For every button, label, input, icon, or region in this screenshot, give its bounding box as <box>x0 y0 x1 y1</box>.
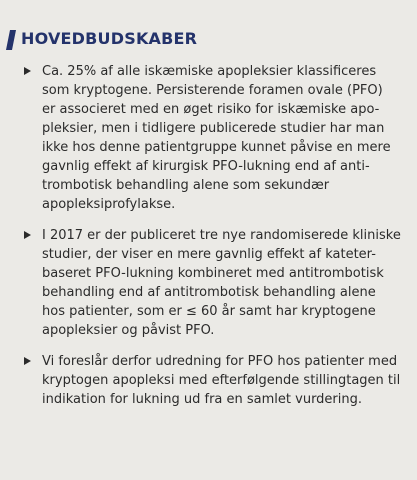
text-line: kryptogen apopleksi med efterfølgende stillingtagen til <box>42 373 401 388</box>
text-line: Ca. 25% af alle iskæmiske apopleksier klassificeres <box>42 64 377 79</box>
text-line: I 2017 er der publiceret tre nye randomiserede kliniske <box>42 228 401 243</box>
text-line: studier, der viser en mere gavnlig effekt af kateter- <box>42 247 376 262</box>
box-title: HOVEDBUDSKABER <box>21 29 198 48</box>
key-messages-list <box>24 62 401 421</box>
text-line: behandling end af antitrombotisk behandling alene <box>42 285 376 300</box>
text-line: hos patienter, som er ≤ 60 år samt har kryptogene <box>42 304 376 319</box>
title-accent-mark <box>6 30 16 50</box>
text-line: som kryptogene. Persisterende foramen ovale (PFO) <box>42 83 383 98</box>
triangle-right-icon <box>24 67 31 75</box>
triangle-right-icon <box>24 231 31 239</box>
text-line: Vi foreslår derfor udredning for PFO hos patienter med <box>42 354 398 369</box>
text-line: gavnlig effekt af kirurgisk PFO-lukning end af anti- <box>42 159 370 174</box>
list-item-2 <box>24 226 401 340</box>
text-line: apopleksier og påvist PFO. <box>42 323 215 338</box>
text-line: er associeret med en øget risiko for iskæmiske apo- <box>42 102 380 117</box>
list-item-1 <box>24 62 396 214</box>
text-line: baseret PFO-lukning kombineret med antitrombotisk <box>42 266 384 281</box>
list-item-3 <box>24 352 401 409</box>
text-line: apopleksiprofylakse. <box>42 197 176 212</box>
text-line: pleksier, men i tidligere publicerede studier har man <box>42 121 385 136</box>
triangle-right-icon <box>24 357 31 365</box>
text-line: ikke hos denne patientgruppe kunnet påvise en mere <box>42 140 391 155</box>
text-line: trombotisk behandling alene som sekundær <box>42 178 330 193</box>
text-line: indikation for lukning ud fra en samlet vurdering. <box>42 392 363 407</box>
